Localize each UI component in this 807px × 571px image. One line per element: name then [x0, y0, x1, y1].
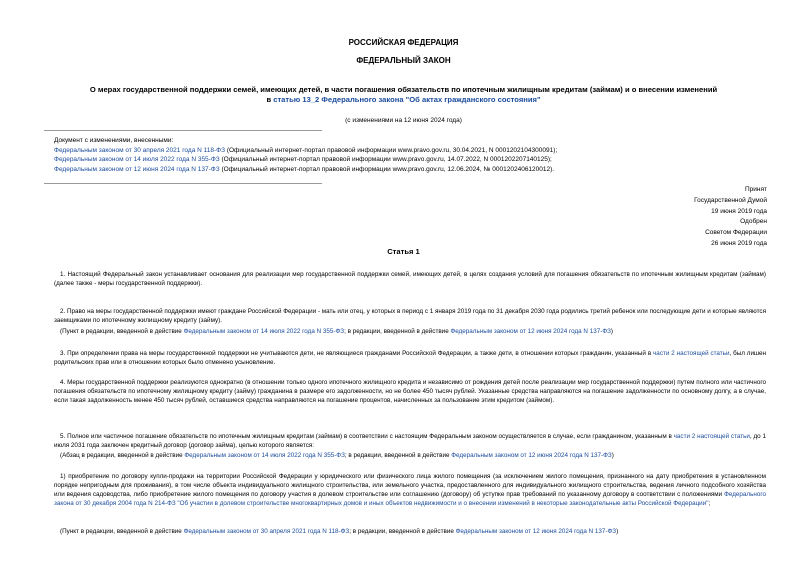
paragraph-5 — [54, 432, 766, 450]
law-title-prefix: в — [266, 95, 274, 104]
law-title-line1: О мерах государственной поддержки семей, имеющих детей, в части погашения обязательств по ипотечным жилищным кредитам (займам) и о внесении изменений — [89, 85, 718, 94]
note-text: (Пункт в редакции, введенной в действие — [60, 328, 184, 335]
changes-top-divider — [44, 130, 322, 131]
note-link[interactable]: Федеральным законом от 12 июня 2024 года N 137-ФЗ — [455, 528, 617, 535]
paragraph-text: ; — [708, 500, 711, 507]
note-text: ) — [610, 328, 614, 335]
note-text: ) — [616, 528, 619, 535]
changes-item-link[interactable]: Федеральным законом от 12 июня 2024 года N 137-ФЗ — [54, 165, 220, 173]
paragraph-text: 5. Полное или частичное погашение обязательств по ипотечным жилищным кредитам (займам) в соответствии с настоящим Федеральным законом осуществляется в случае, если гражданином, указанным в — [60, 433, 674, 440]
changes-item — [54, 156, 774, 165]
paragraph-1: 1. Настоящий Федеральный закон устанавливает основания для реализации мер государственной поддержки семей, имеющих детей, в целях создания условий для погашения обязательств по ипотечным жилищным кредитам (займам) (далее также - меры государственной поддержки). — [54, 271, 766, 287]
law-title-line2 — [0, 95, 807, 105]
note-link[interactable]: Федеральным законом от 14 июля 2022 года N 355-ФЗ — [184, 452, 345, 459]
paragraph-link[interactable]: части 2 настоящей статьи — [653, 350, 730, 357]
subpoint-1 — [54, 472, 766, 508]
changes-block — [54, 137, 774, 174]
law-type-heading: ФЕДЕРАЛЬНЫЙ ЗАКОН — [356, 56, 451, 65]
paragraph-link[interactable]: Федерального закона от 30 декабря 2004 года N 214-ФЗ "Об участии в долевом строительстве многоквартирных домов и иных объектов недвижимости и о внесении изменений в некоторые законодательные акты Российской Федерации" — [54, 491, 766, 507]
revision-note: (с изменениями на 12 июня 2024 года) — [345, 117, 462, 124]
adoption-line: Принят — [744, 186, 767, 193]
note-link[interactable]: Федеральным законом от 14 июля 2022 года N 355-ФЗ — [183, 328, 345, 335]
paragraph-link[interactable]: части 2 настоящей статьи — [673, 433, 750, 440]
changes-item-link[interactable]: Федеральным законом от 14 июля 2022 года N 355-ФЗ — [54, 156, 220, 163]
note-link[interactable]: Федеральным законом от 12 июня 2024 года N 137-ФЗ — [451, 452, 612, 459]
adoption-line: 19 июня 2019 года — [711, 207, 767, 215]
adoption-line: Одобрен — [740, 218, 767, 226]
article-title: Статья 1 — [387, 247, 420, 256]
paragraph-4: 4. Меры государственной поддержки реализуются однократно (в отношении только одного ипотечного жилищного кредита и независимо от рождения детей после реализации мер государственной поддержки) путем полного или частичного погашения обязательств по ипотечному жилищному кредиту (займу) гражданина в размере его задолженности, но не более 450 тысяч рублей. Указанные средства направляются на погашение задолженности по основному долгу, а в случае, если такая задолженность менее 450 тысяч рублей, оставшиеся средства направляются на погашение процентов, начисленных за пользование этим кредитом (займом). — [54, 379, 766, 404]
note-link[interactable]: Федеральным законом от 30 апреля 2021 года N 118-ФЗ — [183, 528, 350, 535]
paragraph-3 — [54, 349, 766, 367]
note-text: ; в редакции, введенной в действие — [344, 328, 451, 335]
paragraph-5-note — [54, 451, 766, 460]
note-text: (Пункт в редакции, введенной в действие — [60, 528, 184, 535]
changes-bottom-divider — [44, 183, 322, 184]
changes-item-text: (Официальный интернет-портал правовой информации www.pravo.gov.ru, 12.06.2024, № 0001202406120012). — [219, 165, 555, 173]
changes-item-text: (Официальный интернет-портал правовой информации www.pravo.gov.ru, 30.04.2021, N 0001202104300091); — [225, 146, 558, 154]
note-link[interactable]: Федеральным законом от 12 июня 2024 года N 137-ФЗ — [450, 328, 611, 335]
adoption-line: Государственной Думой — [694, 196, 767, 204]
paragraph-text: , был лишен родительских прав или в отношении которых было отменено усыновление. — [54, 350, 767, 366]
changes-item-text: (Официальный интернет-портал правовой информации www.pravo.gov.ru, 14.07.2022, N 0001202207140125); — [219, 156, 552, 163]
changes-item — [54, 147, 774, 156]
paragraph-2: 2. Право на меры государственной поддержки имеют граждане Российской Федерации - мать или отец, у которых в период с 1 января 2019 года по 31 декабря 2030 года родились третий ребенок или последующие дети и которые являются заемщиками по ипотечному жилищному кредиту (займу). — [54, 308, 766, 324]
paragraph-2-note — [54, 327, 766, 336]
note-text: (Абзац в редакции, введенной в действие — [60, 452, 185, 459]
subpoint-1-note — [54, 527, 766, 536]
law-title — [0, 85, 807, 105]
paragraph-text: , до 1 июля 2031 года заключен кредитный договор (договор займа), целью которого является: — [54, 433, 766, 449]
note-text: ) — [611, 452, 614, 459]
adoption-line: 26 июня 2019 года — [711, 239, 767, 247]
country-heading: РОССИЙСКАЯ ФЕДЕРАЦИЯ — [348, 38, 459, 47]
paragraph-text: 3. При определении права на меры государственной поддержки не учитываются дети, не являющиеся гражданами Российской Федерации, а также дети, в отношении которых гражданин, указанный в — [60, 350, 654, 357]
changes-item — [54, 166, 774, 175]
paragraph-text: 1) приобретение по договору купли-продажи на территории Российской Федерации у юридического или физического лица жилого помещения (за исключением жилого помещения, признанного на дату приобретения в установленном порядке непригодным для проживания), в том числе объекта индивидуального жилищного строительства, или земельного участка, предоставленного для индивидуального жилищного строительства, ведения личного подсобного хозяйства или ведения садоводства, либо приобретение жилого помещения по договору участия в долевом строительстве или соглашению (договору) об уступке прав требований по указанному договору в соответствии с положениями — [54, 473, 766, 498]
note-text: ; в редакции, введенной в действие — [344, 452, 452, 459]
changes-intro: Документ с изменениями, внесенными: — [54, 137, 174, 144]
adoption-info — [694, 185, 767, 250]
note-text: ; в редакции, введенной в действие — [349, 528, 456, 535]
changes-item-link[interactable]: Федеральным законом от 30 апреля 2021 года N 118-ФЗ — [54, 146, 226, 154]
law-title-link[interactable]: статью 13_2 Федерального закона "Об актах гражданского состояния" — [273, 95, 541, 104]
adoption-line: Советом Федерации — [705, 229, 767, 237]
